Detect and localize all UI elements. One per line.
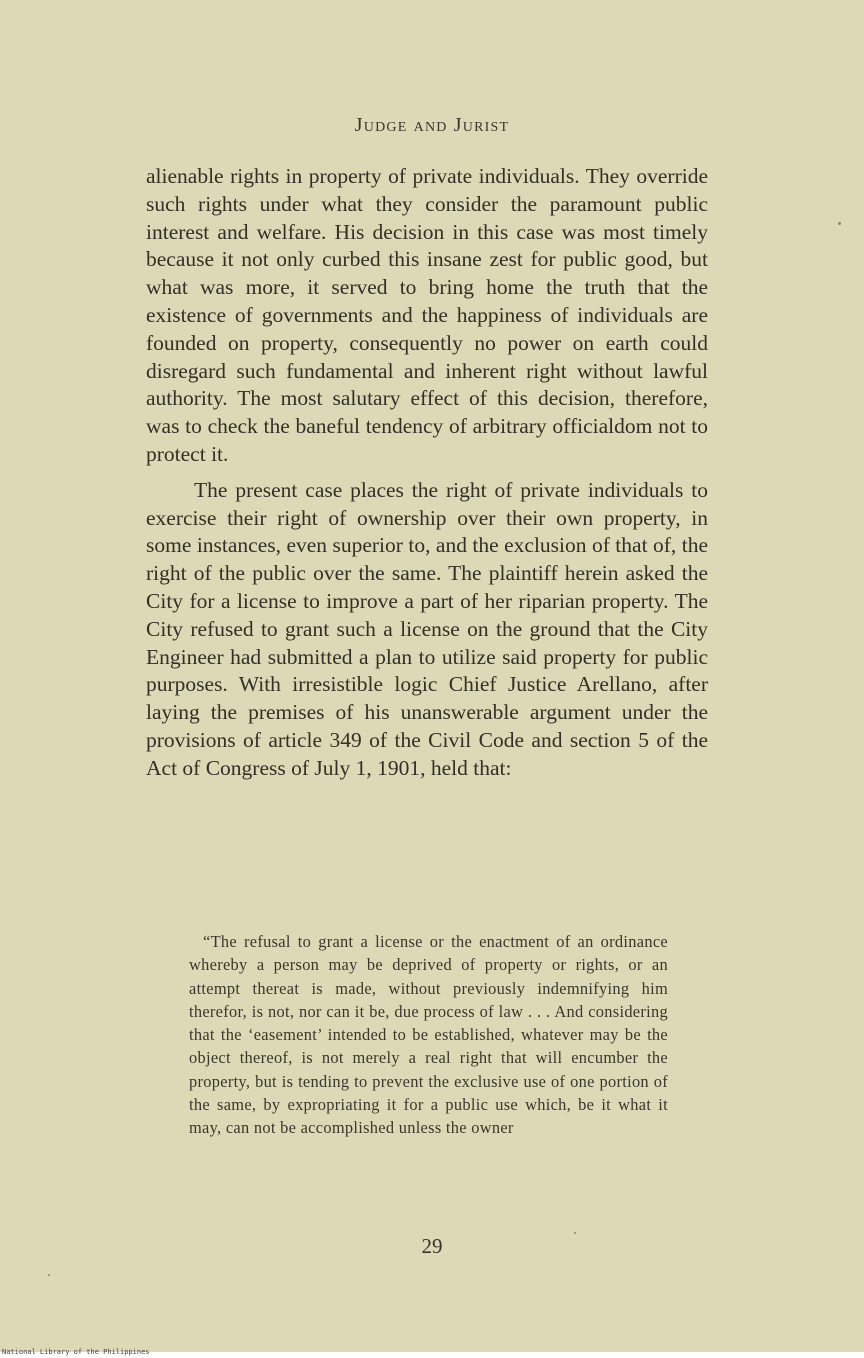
paragraph-1: alienable rights in property of private individuals. They override such rights under what they consider the paramount public interest and welfare. His decision in this case was most timely because it not only curbed this insane zest for public good, but what was more, it served to bring home the truth that the existence of governments and the happiness of individuals are founded on property, consequently no power on earth could disregard such fundamental and inherent right without lawful authority. The most salutary effect of this decision, therefore, was to check the baneful tendency of arbitrary officialdom not to protect it.: [146, 164, 708, 466]
footer-watermark: National Library of the Philippines: [2, 1348, 150, 1356]
running-head: Judge and Jurist: [354, 114, 510, 136]
paper-speck: [48, 1274, 50, 1276]
page-number: 29: [421, 1234, 443, 1258]
paper-speck: [574, 1232, 576, 1234]
paper-speck: [838, 222, 841, 225]
block-quote: [189, 930, 668, 1140]
quote-text: “The refusal to grant a license or the enactment of an ordinance whereby a person may be deprived of property or rights, or an attempt thereat is made, without previously indemnifying him therefor, is not, nor can it be, due process of law . . . And considering that the ‘easement’ intended to be established, whatever may be the object thereof, is not merely a real right that will encumber the property, but is tending to prevent the exclusive use of one portion of the same, by expropriating it for a public use which, be it what it may, can not be accomplished unless the owner: [189, 932, 668, 1138]
body-text: [146, 163, 708, 783]
paragraph-2: The present case places the right of private individuals to exercise their right of ownership over their own property, in some instances, even superior to, and the exclusion of that of, the right of the public over the same. The plaintiff herein asked the City for a license to improve a part of her riparian property. The City refused to grant such a license on the ground that the City Engineer had submitted a plan to utilize said property for public purposes. With irresistible logic Chief Justice Arellano, after laying the premises of his unanswerable argument under the provisions of article 349 of the Civil Code and section 5 of the Act of Congress of July 1, 1901, held that:: [146, 477, 708, 780]
